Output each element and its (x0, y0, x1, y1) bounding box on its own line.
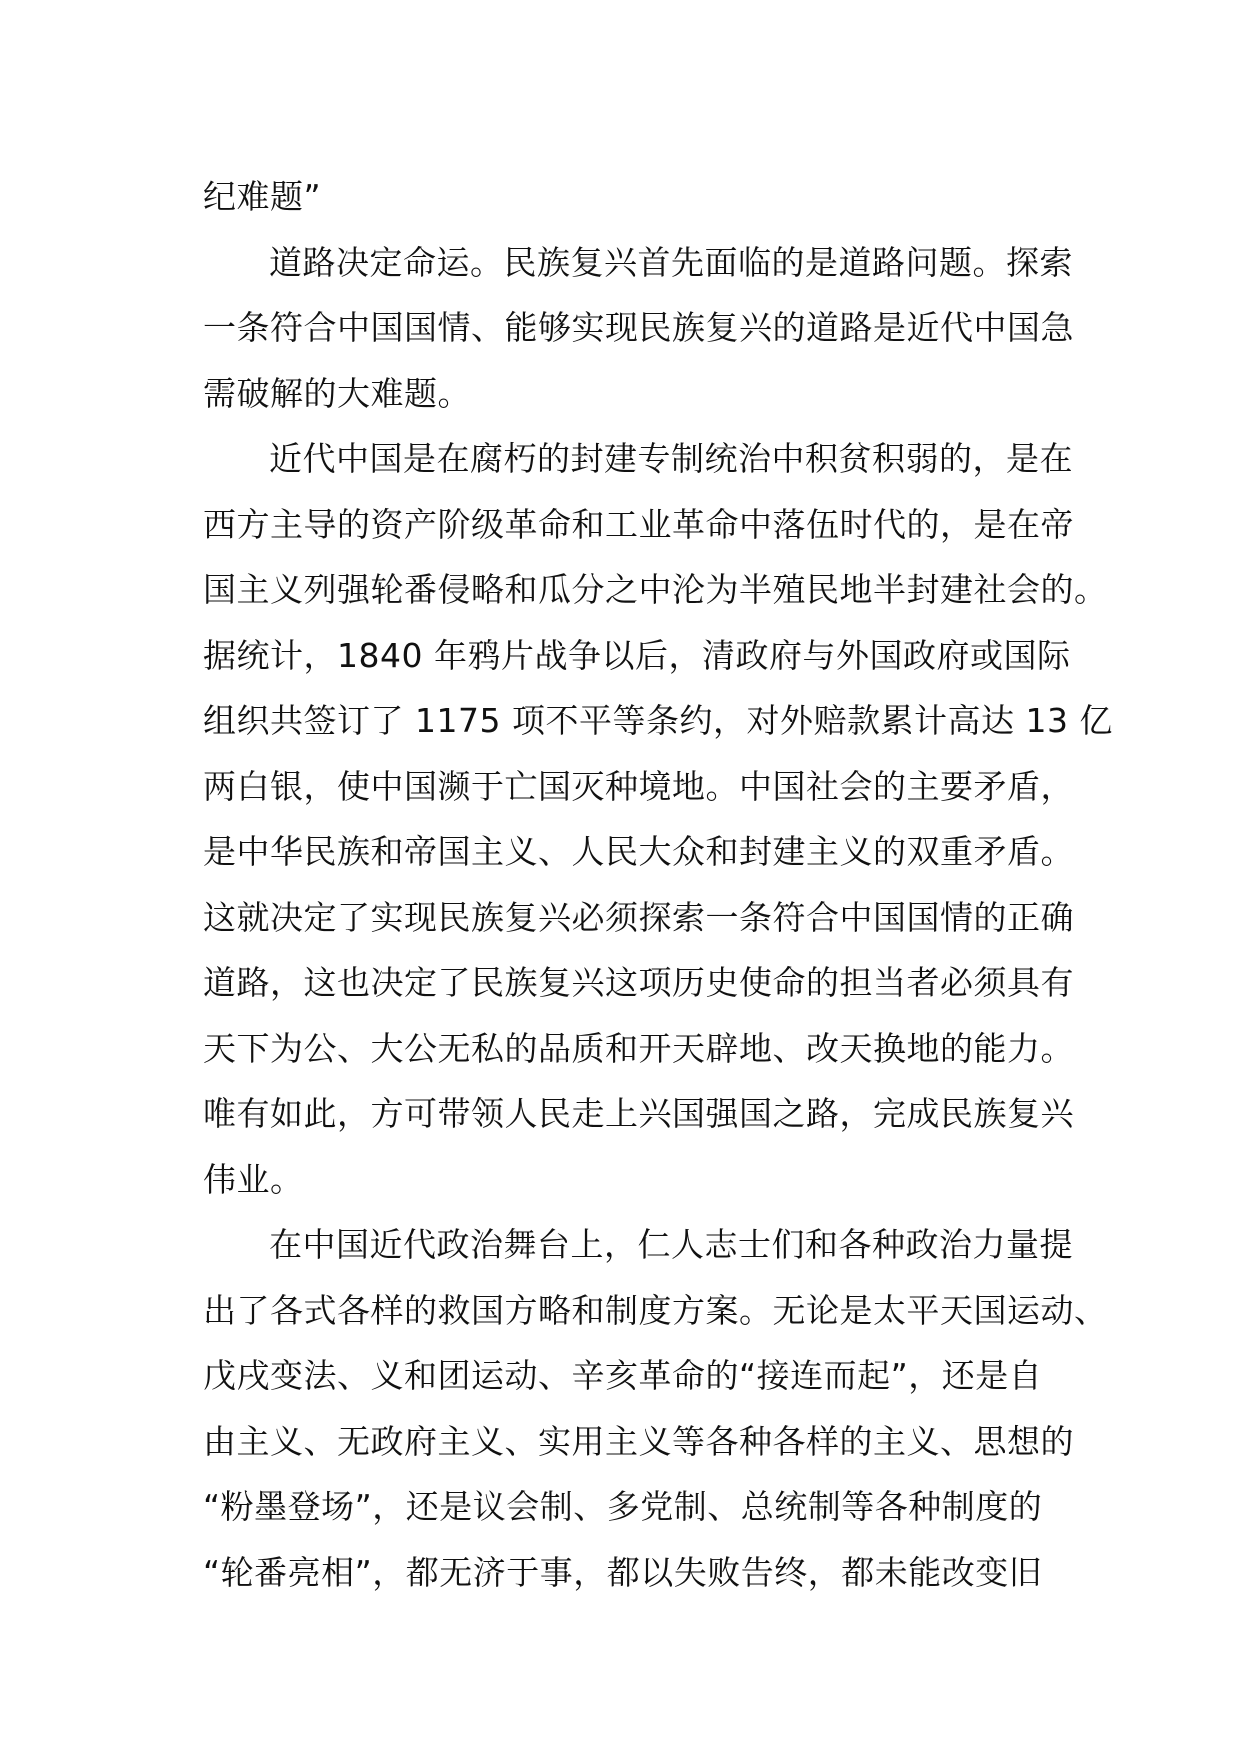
paragraph-first-line: 近代中国是在腐朽的封建专制统治中积贫积弱的，是在 (269, 439, 1073, 478)
text-line: 天下为公、大公无私的品质和开天辟地、改天换地的能力。 (203, 1028, 1074, 1068)
text-line: 出了各式各样的救国方略和制度方案。无论是太平天国运动、 (203, 1290, 1108, 1330)
text-line: “粉墨登场”，还是议会制、多党制、总统制等各种制度的 (203, 1487, 1043, 1526)
text-line: 据统计，1840 年鸦片战争以后，清政府与外国政府或国际 (203, 635, 1071, 675)
text-line: 国主义列强轮番侵略和瓜分之中沦为半殖民地半封建社会的。 (203, 570, 1108, 609)
text-line: 道路，这也决定了民族复兴这项历史使命的担当者必须具有 (203, 963, 1074, 1002)
text-line: 组织共签订了 1175 项不平等条约，对外赔款累计高达 13 亿 (203, 701, 1113, 740)
paragraph-first-line: 道路决定命运。民族复兴首先面临的是道路问题。探索 (269, 242, 1073, 282)
text-line: 西方主导的资产阶级革命和工业革命中落伍时代的，是在帝 (203, 504, 1074, 544)
text-line: “轮番亮相”，都无济于事，都以失败告终，都未能改变旧 (203, 1552, 1043, 1592)
text-line: 纪难题” (203, 177, 322, 216)
text-line: 是中华民族和帝国主义、人民大众和封建主义的双重矛盾。 (203, 832, 1074, 871)
text-line: 这就决定了实现民族复兴必须探索一条符合中国国情的正确 (203, 897, 1074, 937)
paragraph-first-line: 在中国近代政治舞台上，仁人志士们和各种政治力量提 (269, 1225, 1073, 1264)
text-line: 两白银，使中国濒于亡国灭种境地。中国社会的主要矛盾， (203, 766, 1074, 806)
text-line: 伟业。 (203, 1159, 304, 1199)
text-line: 由主义、无政府主义、实用主义等各种各样的主义、思想的 (203, 1421, 1074, 1461)
body-text (203, 164, 1123, 1605)
text-line: 唯有如此，方可带领人民走上兴国强国之路，完成民族复兴 (203, 1094, 1074, 1133)
text-line: 需破解的大难题。 (203, 373, 471, 413)
text-line: 一条符合中国国情、能够实现民族复兴的道路是近代中国急 (203, 308, 1074, 347)
text-line: 戊戌变法、义和团运动、辛亥革命的“接连而起”，还是自 (203, 1356, 1043, 1395)
